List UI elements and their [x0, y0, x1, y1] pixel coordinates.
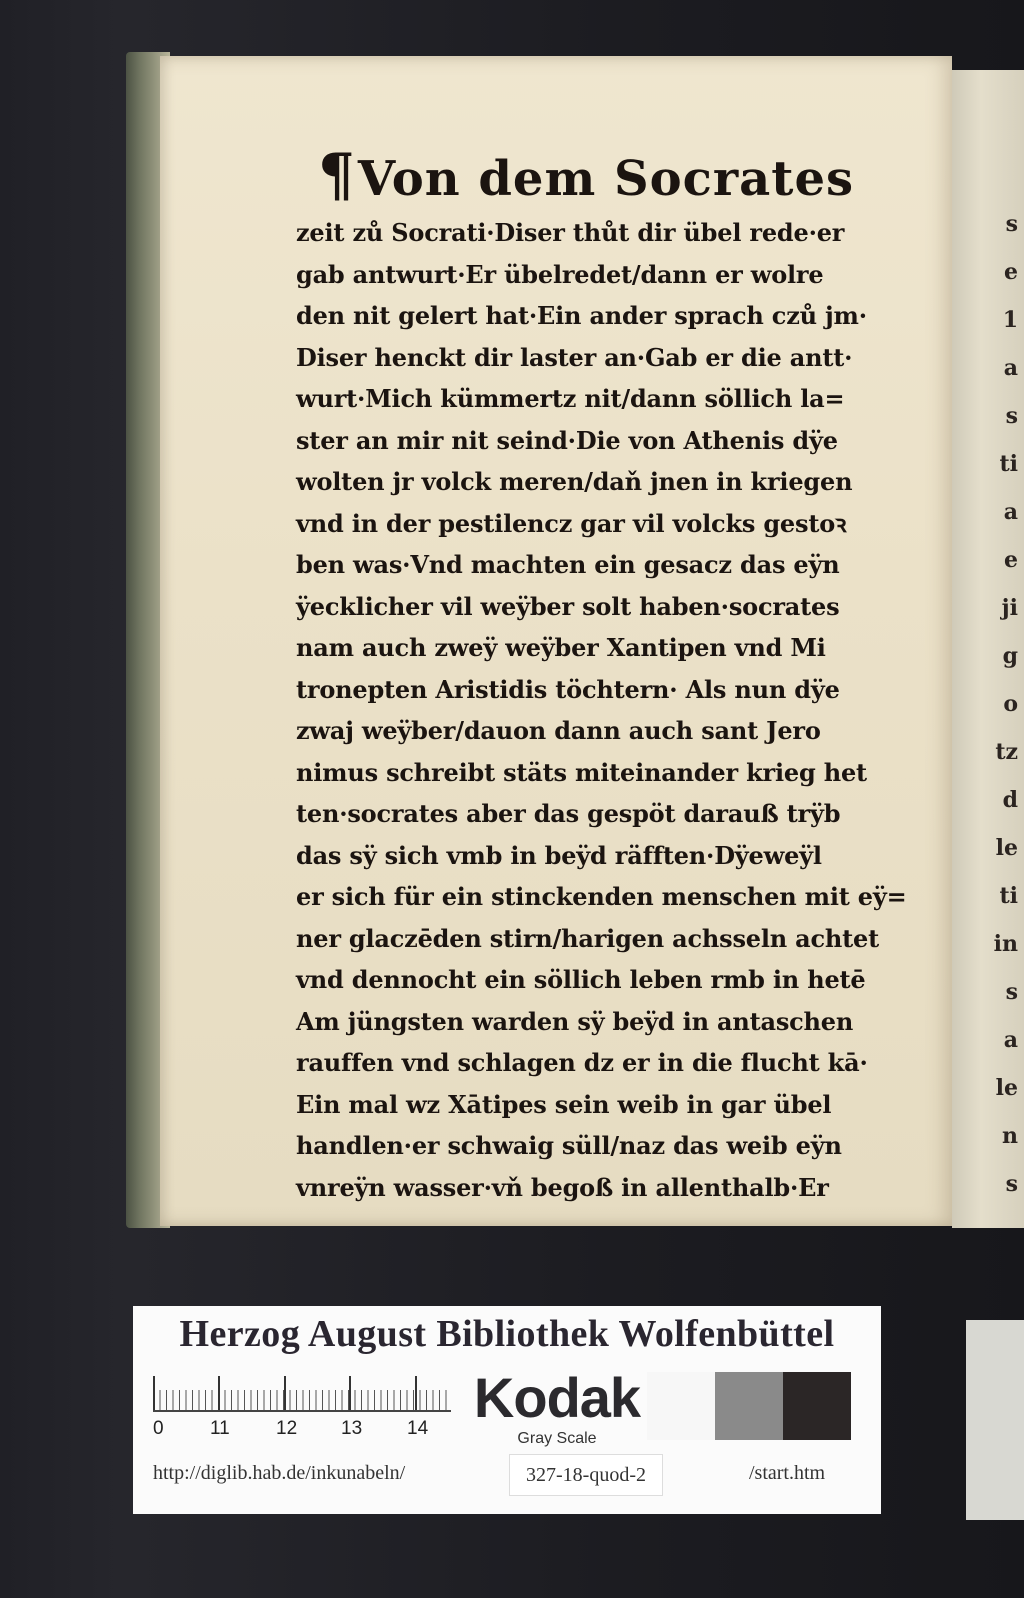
text-line: ben was·Vnd machten ein gesacz das eÿn [296, 550, 840, 579]
facing-fragment: o [1003, 691, 1018, 717]
facing-fragment: a [1003, 499, 1018, 525]
text-line: vnd dennocht ein söllich leben rmb in hetē [296, 965, 866, 994]
paragraph-mark-icon: ¶ [318, 141, 356, 209]
heading-text: Von dem Socrates [357, 151, 854, 207]
facing-fragment: a [1003, 355, 1018, 381]
facing-fragment: tz [995, 739, 1018, 765]
text-lines [296, 212, 906, 1208]
facing-fragment: le [995, 835, 1018, 861]
ruler-number: 11 [210, 1418, 230, 1439]
facing-fragment: s [1005, 403, 1018, 429]
facing-fragment: ti [999, 883, 1018, 909]
page-heading [318, 142, 906, 208]
facing-fragment: e [1004, 259, 1018, 285]
page-text [296, 142, 906, 1208]
text-line: tronepten Aristidis töchtern· Als nun dÿe [296, 674, 840, 704]
text-line: gab antwurt·Er übelredet/dann er wolre [296, 259, 824, 289]
ruler-number: 0 [153, 1418, 164, 1439]
library-label [133, 1306, 881, 1514]
ruler-number: 12 [276, 1418, 298, 1439]
text-line: ÿecklicher vil weÿber solt haben·socrates [296, 591, 840, 621]
gray-swatch [647, 1372, 715, 1440]
facing-fragment: s [1005, 1171, 1018, 1197]
label-footer [133, 1454, 881, 1494]
library-name: Herzog August Bibliothek Wolfenbüttel [179, 1313, 835, 1355]
facing-fragment: n [1002, 1123, 1018, 1149]
kodak-logo: Kodak [473, 1366, 641, 1429]
text-line: vnreÿn wasser·vň begoß in allenthalb·Er [296, 1172, 829, 1202]
ruler-major-tick [153, 1376, 155, 1410]
facing-fragment: e [1004, 547, 1018, 573]
text-line: ten·socrates aber das gespöt darauß trÿb [296, 799, 841, 828]
text-line: zeit zů Socrati·Diser thůt dir übel rede·er [296, 218, 845, 247]
text-line: er sich für ein stinckenden menschen mit eÿ= [296, 882, 907, 911]
text-line: Ein mal wz Xātipes sein weib in gar übel [296, 1089, 832, 1119]
ruler [153, 1376, 451, 1412]
text-line: handlen·er schwaig süll/naz das weib eÿn [296, 1131, 842, 1160]
url-suffix: /start.htm [749, 1462, 826, 1484]
text-line: den nit gelert hat·Ein ander sprach czů jm· [296, 301, 867, 330]
text-line: das sÿ sich vmb in beÿd räfften·Dÿeweÿl [296, 840, 822, 870]
facing-fragment: 1 [1002, 307, 1018, 333]
facing-fragment: d [1002, 787, 1018, 813]
gray-swatch [783, 1372, 851, 1440]
text-line: rauffen vnd schlagen dz er in die flucht kā· [296, 1048, 868, 1077]
facing-page [952, 70, 1024, 1228]
facing-fragment: s [1005, 211, 1018, 237]
text-line: wolten jr volck meren/daň jnen in kriegen [296, 467, 853, 496]
facing-page-tab [966, 1320, 1024, 1520]
facing-fragment: in [993, 931, 1018, 957]
text-line: Am jüngsten warden sÿ beÿd in antaschen [296, 1006, 854, 1036]
ruler-major-tick [284, 1376, 286, 1410]
facing-fragment: s [1005, 979, 1018, 1005]
text-line: ster an mir nit seind·Die von Athenis dÿe [296, 425, 838, 455]
facing-page-text [958, 200, 1018, 1208]
text-line: ner glaczēden stirn/harigen achsseln achtet [296, 923, 880, 953]
text-line: nam auch zweÿ weÿber Xantipen vnd Mi [296, 633, 826, 662]
ruler-number: 13 [341, 1418, 363, 1439]
text-line: Diser henckt dir laster an·Gab er die antt· [296, 342, 853, 372]
ruler-major-tick [415, 1376, 417, 1410]
url-prefix: http://diglib.hab.de/inkunabeln/ [153, 1462, 406, 1484]
kodak-subtitle: Gray Scale [517, 1430, 597, 1447]
facing-fragment: le [995, 1075, 1018, 1101]
facing-fragment: ji [1001, 595, 1018, 621]
call-number: 327-18-quod-2 [509, 1454, 663, 1496]
ruler-number: 14 [407, 1418, 429, 1439]
ruler-major-tick [218, 1376, 220, 1410]
text-line: vnd in der pestilencz gar vil volcks gestoꝛ [296, 508, 847, 538]
ruler-numbers [153, 1418, 473, 1442]
text-line: nimus schreibt stäts miteinander krieg het [296, 757, 867, 787]
facing-fragment: a [1003, 1027, 1018, 1053]
ruler-major-tick [349, 1376, 351, 1410]
gray-scale-strip [647, 1372, 851, 1440]
text-line: zwaj weÿber/dauon dann auch sant Jero [296, 716, 821, 745]
facing-fragment: ti [999, 451, 1018, 477]
text-line: wurt·Mich kümmertz nit/dann söllich la= [296, 384, 845, 413]
gray-swatch [715, 1372, 783, 1440]
facing-fragment: g [1002, 643, 1018, 669]
